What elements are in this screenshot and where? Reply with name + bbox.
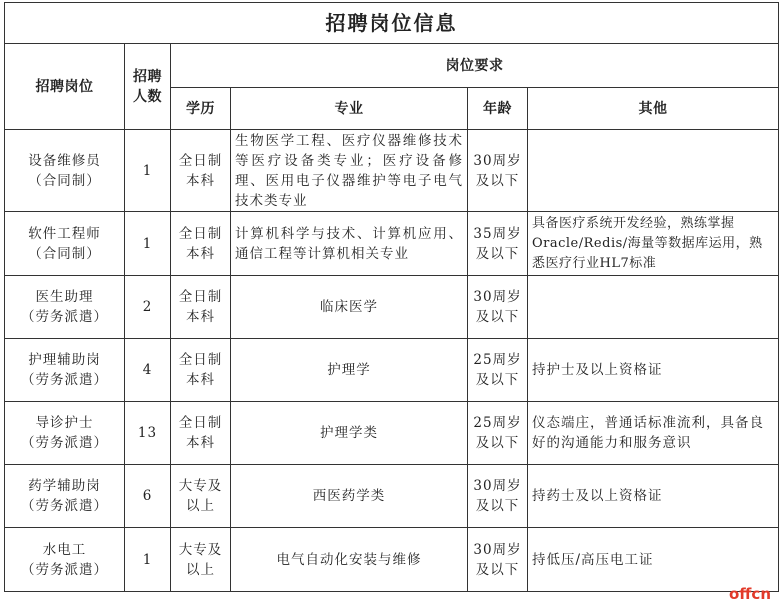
major-cell: 护理学	[231, 339, 468, 402]
education-line1: 全日制	[178, 415, 223, 431]
major-cell: 护理学类	[231, 402, 468, 465]
position-name: 导诊护士	[35, 415, 94, 431]
header-position: 招聘岗位	[5, 44, 125, 130]
position-name: 护理辅助岗	[28, 352, 101, 368]
table-row	[5, 212, 779, 276]
position-cell	[5, 339, 125, 402]
other-cell: 持药士及以上资格证	[528, 465, 779, 528]
education-cell	[171, 212, 231, 276]
education-cell	[171, 528, 231, 592]
count-cell: 2	[125, 276, 171, 339]
position-type: （劳务派遣）	[21, 435, 108, 451]
age-line1: 30周岁	[473, 541, 522, 558]
count-cell: 1	[125, 130, 171, 212]
position-type: （劳务派遣）	[21, 498, 108, 514]
other-cell: 持低压/高压电工证	[528, 528, 779, 592]
position-cell	[5, 465, 125, 528]
education-line1: 大专及	[178, 478, 223, 494]
position-cell	[5, 212, 125, 276]
age-cell	[468, 276, 528, 339]
age-line2: 及以下	[475, 498, 520, 514]
table-row	[5, 528, 779, 592]
major-cell: 电气自动化安装与维修	[231, 528, 468, 592]
position-name: 医生助理	[35, 289, 94, 305]
age-cell	[468, 130, 528, 212]
education-line2: 本科	[186, 309, 215, 325]
position-type: （劳务派遣）	[21, 561, 108, 578]
count-cell: 6	[125, 465, 171, 528]
education-line1: 全日制	[178, 152, 223, 169]
age-line2: 及以下	[475, 245, 520, 262]
education-cell	[171, 465, 231, 528]
count-cell: 1	[125, 212, 171, 276]
table-row	[5, 339, 779, 402]
education-line2: 本科	[186, 172, 215, 189]
position-cell	[5, 276, 125, 339]
age-line1: 30周岁	[473, 478, 522, 494]
position-cell	[5, 402, 125, 465]
position-type: （劳务派遣）	[21, 372, 108, 388]
position-name: 设备维修员	[28, 152, 101, 169]
age-line1: 25周岁	[473, 352, 522, 368]
table-row	[5, 402, 779, 465]
position-type: （合同制）	[28, 245, 101, 262]
major-cell: 生物医学工程、医疗仪器维修技术等医疗设备类专业；医疗设备修理、医用电子仪器维护等电子电气技术类专业	[231, 130, 468, 212]
age-line2: 及以下	[475, 172, 520, 189]
position-type: （劳务派遣）	[21, 309, 108, 325]
age-cell	[468, 339, 528, 402]
count-cell: 13	[125, 402, 171, 465]
count-cell: 1	[125, 528, 171, 592]
header-count	[125, 44, 171, 130]
education-line1: 大专及	[178, 541, 223, 558]
education-cell	[171, 339, 231, 402]
table-row	[5, 465, 779, 528]
age-cell	[468, 212, 528, 276]
recruitment-table	[4, 2, 779, 592]
header-requirements: 岗位要求	[171, 44, 779, 88]
age-line1: 25周岁	[473, 415, 522, 431]
position-cell	[5, 528, 125, 592]
table-title: 招聘岗位信息	[5, 3, 779, 44]
age-line2: 及以下	[475, 372, 520, 388]
age-line1: 35周岁	[473, 225, 522, 242]
header-other: 其他	[528, 88, 779, 130]
watermark-logo: offcn	[728, 585, 771, 603]
age-cell	[468, 402, 528, 465]
education-cell	[171, 130, 231, 212]
header-education: 学历	[171, 88, 231, 130]
age-cell	[468, 528, 528, 592]
other-cell: 仪态端庄，普通话标准流利，具备良好的沟通能力和服务意识	[528, 402, 779, 465]
other-cell: 持护士及以上资格证	[528, 339, 779, 402]
education-line2: 本科	[186, 245, 215, 262]
table-row	[5, 130, 779, 212]
age-line1: 30周岁	[473, 289, 522, 305]
position-name: 软件工程师	[28, 225, 101, 242]
education-line1: 全日制	[178, 225, 223, 242]
education-cell	[171, 402, 231, 465]
header-count-line1: 招聘	[133, 68, 162, 85]
age-line2: 及以下	[475, 435, 520, 451]
age-line1: 30周岁	[473, 152, 522, 169]
age-line2: 及以下	[475, 309, 520, 325]
other-cell	[528, 130, 779, 212]
major-cell: 西医药学类	[231, 465, 468, 528]
education-line2: 本科	[186, 435, 215, 451]
position-cell	[5, 130, 125, 212]
education-line1: 全日制	[178, 289, 223, 305]
major-cell: 计算机科学与技术、计算机应用、通信工程等计算机相关专业	[231, 212, 468, 276]
header-major: 专业	[231, 88, 468, 130]
position-name: 水电工	[42, 541, 87, 558]
other-cell	[528, 276, 779, 339]
age-line2: 及以下	[475, 561, 520, 578]
position-name: 药学辅助岗	[28, 478, 101, 494]
education-line2: 本科	[186, 372, 215, 388]
education-line1: 全日制	[178, 352, 223, 368]
header-count-line2: 人数	[133, 88, 162, 105]
age-cell	[468, 465, 528, 528]
education-cell	[171, 276, 231, 339]
other-cell: 具备医疗系统开发经验，熟练掌握Oracle/Redis/海量等数据库运用，熟悉医疗行业HL7标准	[528, 212, 779, 276]
education-line2: 以上	[186, 561, 215, 578]
table-row	[5, 276, 779, 339]
education-line2: 以上	[186, 498, 215, 514]
position-type: （合同制）	[28, 172, 101, 189]
major-cell: 临床医学	[231, 276, 468, 339]
count-cell: 4	[125, 339, 171, 402]
header-age: 年龄	[468, 88, 528, 130]
